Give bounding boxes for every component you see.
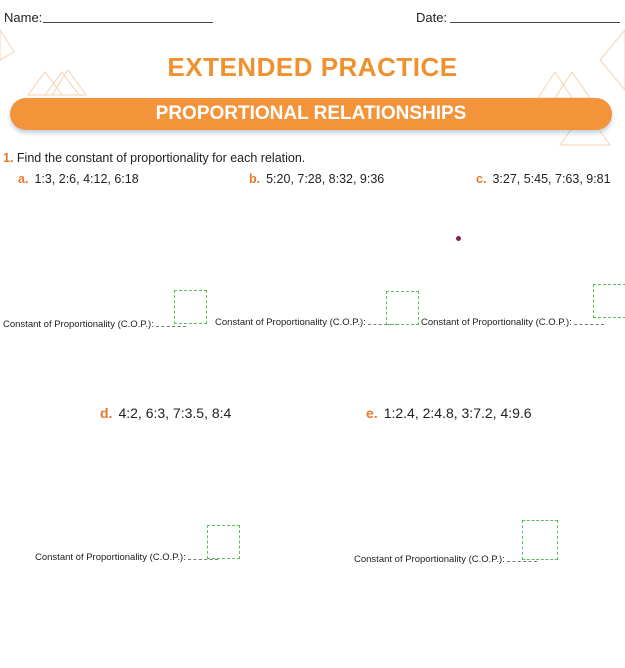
cop-d bbox=[35, 552, 218, 563]
cop-a bbox=[3, 319, 186, 330]
item-b bbox=[249, 172, 384, 186]
cop-label: Constant of Proportionality (C.O.P.): bbox=[421, 317, 572, 328]
section-banner: PROPORTIONAL RELATIONSHIPS bbox=[10, 98, 612, 130]
item-d bbox=[100, 405, 231, 421]
cop-e bbox=[354, 554, 537, 565]
cop-blank bbox=[188, 559, 218, 560]
question-number: 1. bbox=[3, 151, 14, 165]
cop-label: Constant of Proportionality (C.O.P.): bbox=[3, 319, 154, 330]
item-relation: 1:3, 2:6, 4:12, 6:18 bbox=[34, 172, 139, 186]
cop-c bbox=[421, 317, 604, 328]
item-e bbox=[366, 405, 532, 421]
item-letter: c. bbox=[476, 172, 487, 186]
item-relation: 4:2, 6:3, 7:3.5, 8:4 bbox=[118, 405, 232, 421]
answer-box-a[interactable] bbox=[174, 290, 207, 324]
item-letter: b. bbox=[249, 172, 261, 186]
item-relation: 5:20, 7:28, 8:32, 9:36 bbox=[266, 172, 385, 186]
item-a bbox=[18, 172, 139, 186]
answer-box-d[interactable] bbox=[207, 525, 240, 559]
question-1 bbox=[3, 151, 305, 165]
item-letter: d. bbox=[100, 405, 113, 421]
answer-box-b[interactable] bbox=[386, 291, 419, 325]
question-text: Find the constant of proportionality for each relation. bbox=[16, 151, 306, 165]
name-label: Name: bbox=[4, 10, 43, 25]
cop-label: Constant of Proportionality (C.O.P.): bbox=[354, 554, 505, 565]
name-field[interactable] bbox=[43, 22, 213, 23]
item-relation: 3:27, 5:45, 7:63, 9:81 bbox=[492, 172, 611, 186]
cop-label: Constant of Proportionality (C.O.P.): bbox=[215, 317, 366, 328]
item-relation: 1:2.4, 2:4.8, 3:7.2, 4:9.6 bbox=[383, 405, 532, 421]
cop-blank bbox=[507, 561, 537, 562]
item-letter: e. bbox=[366, 405, 378, 421]
cop-blank bbox=[156, 326, 186, 327]
answer-box-c[interactable] bbox=[593, 284, 625, 318]
cop-b bbox=[215, 317, 398, 328]
date-label: Date: bbox=[416, 10, 448, 25]
answer-box-e[interactable] bbox=[522, 520, 558, 560]
item-letter: a. bbox=[18, 172, 29, 186]
item-c bbox=[476, 172, 611, 186]
cop-blank bbox=[574, 324, 604, 325]
page-title: EXTENDED PRACTICE bbox=[167, 52, 458, 82]
date-field[interactable] bbox=[450, 22, 620, 23]
stray-dot bbox=[456, 236, 461, 241]
cop-label: Constant of Proportionality (C.O.P.): bbox=[35, 552, 186, 563]
